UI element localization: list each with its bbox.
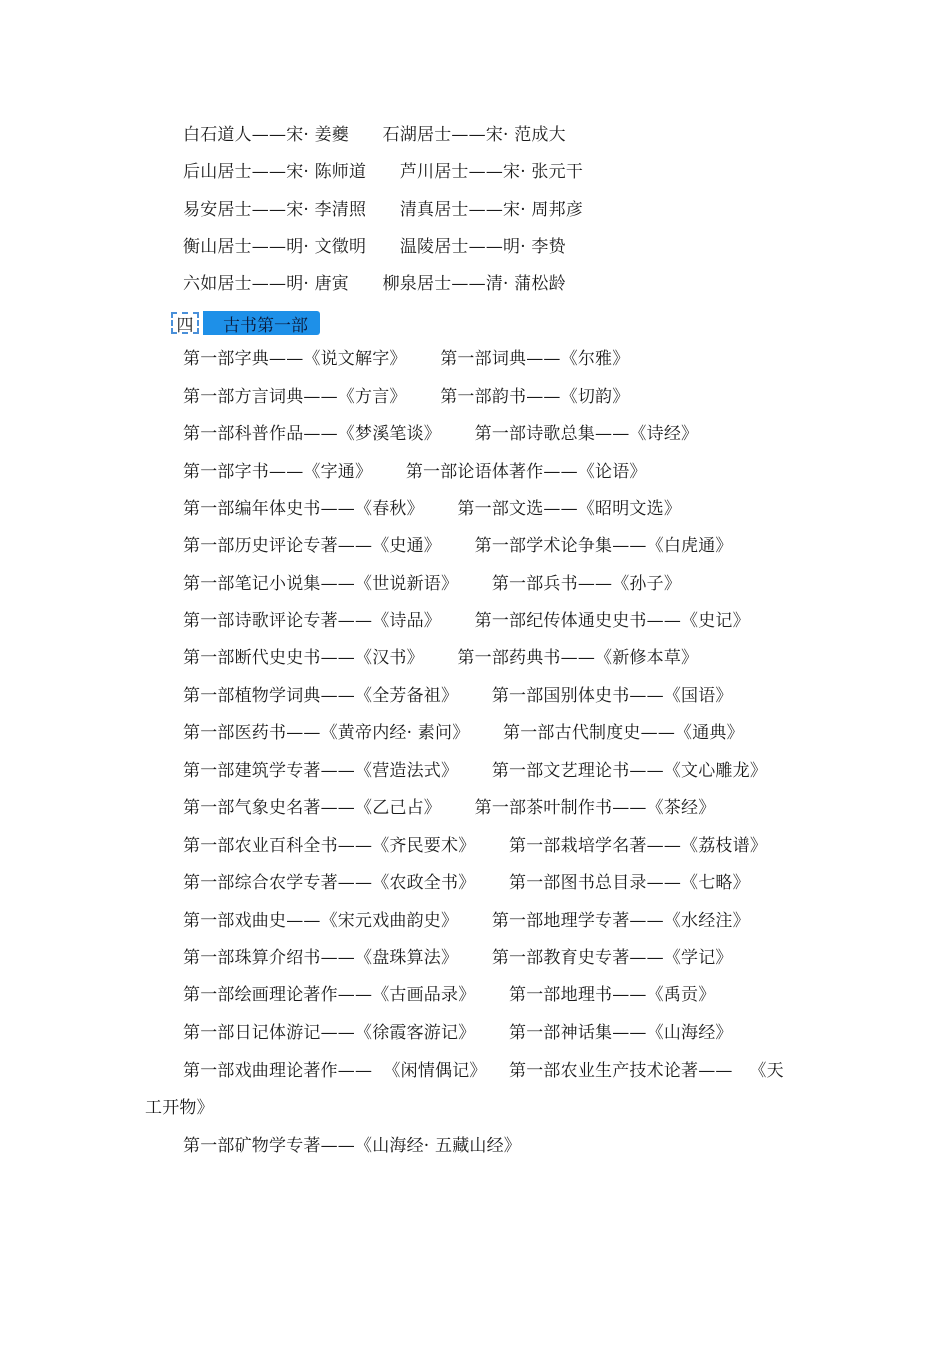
- book-line: 第一部矿物学专著——《山海经· 五藏山经》: [183, 1136, 522, 1156]
- section-heading: [171, 311, 320, 335]
- book-line: 第一部戏曲史——《宋元戏曲韵史》 第一部地理学专著——《水经注》: [183, 911, 750, 931]
- book-line: 第一部综合农学专著——《农政全书》 第一部图书总目录——《七略》: [183, 873, 750, 893]
- section-title: 古书第一部: [203, 311, 320, 335]
- hao-line: 六如居士——明· 唐寅 柳泉居士——清· 蒲松龄: [183, 274, 566, 294]
- book-line: 第一部植物学词典——《全芳备祖》 第一部国别体史书——《国语》: [183, 686, 733, 706]
- book-line: 第一部戏曲理论著作—— 《闲情偶记》 第一部农业生产技术论著—— 《天: [183, 1061, 784, 1081]
- book-line: 第一部气象史名著——《乙己占》 第一部茶叶制作书——《茶经》: [183, 798, 716, 818]
- book-line: 第一部历史评论专著——《史通》 第一部学术论争集——《白虎通》: [183, 536, 733, 556]
- hao-line: 后山居士——宋· 陈师道 芦川居士——宋· 张元干: [183, 162, 584, 182]
- hao-line: 易安居士——宋· 李清照 清真居士——宋· 周邦彦: [183, 200, 584, 220]
- book-line: 第一部诗歌评论专著——《诗品》 第一部纪传体通史史书——《史记》: [183, 611, 750, 631]
- book-line: 第一部绘画理论著作——《古画品录》 第一部地理书——《禹贡》: [183, 985, 716, 1005]
- book-line: 第一部农业百科全书——《齐民要术》 第一部栽培学名著——《荔枝谱》: [183, 836, 768, 856]
- book-line: 第一部方言词典——《方言》 第一部韵书——《切韵》: [183, 387, 630, 407]
- book-line: 第一部笔记小说集——《世说新语》 第一部兵书——《孙子》: [183, 574, 682, 594]
- book-line-continuation: 工开物》: [145, 1098, 214, 1118]
- book-line: 第一部科普作品——《梦溪笔谈》 第一部诗歌总集——《诗经》: [183, 424, 699, 444]
- book-line: 第一部日记体游记——《徐霞客游记》 第一部神话集——《山海经》: [183, 1023, 733, 1043]
- book-line: 第一部珠算介绍书——《盘珠算法》 第一部教育史专著——《学记》: [183, 948, 733, 968]
- book-line: 第一部字典——《说文解字》 第一部词典——《尔雅》: [183, 349, 630, 369]
- book-line: 第一部医药书——《黄帝内经· 素问》 第一部古代制度史——《通典》: [183, 723, 744, 743]
- section-number: 四: [171, 312, 199, 334]
- book-line: 第一部断代史史书——《汉书》 第一部药典书——《新修本草》: [183, 648, 699, 668]
- hao-line: 白石道人——宋· 姜夔 石湖居士——宋· 范成大: [183, 125, 566, 145]
- book-line: 第一部编年体史书——《春秋》 第一部文选——《昭明文选》: [183, 499, 682, 519]
- book-line: 第一部字书——《字通》 第一部论语体著作——《论语》: [183, 462, 647, 482]
- hao-line: 衡山居士——明· 文徵明 温陵居士——明· 李贽: [183, 237, 566, 257]
- book-line: 第一部建筑学专著——《营造法式》 第一部文艺理论书——《文心雕龙》: [183, 761, 768, 781]
